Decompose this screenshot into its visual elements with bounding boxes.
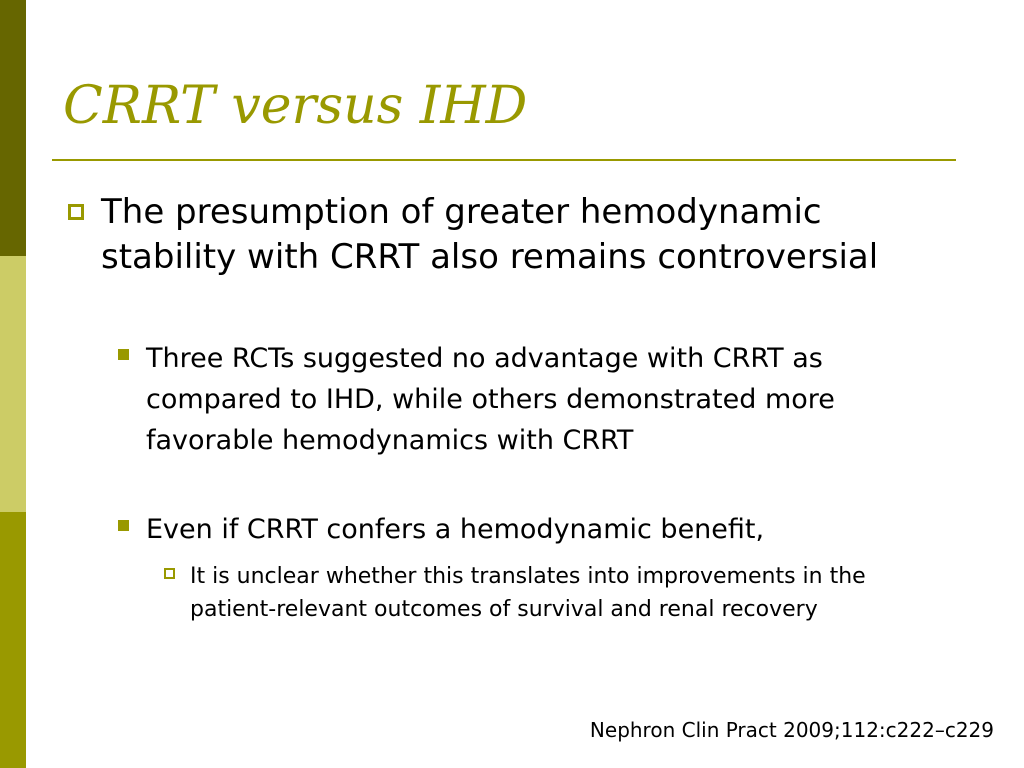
bullet-main-text: The presumption of greater hemodynamic stability with CRRT also remains controversial <box>101 192 879 277</box>
filled-square-bullet-icon <box>118 349 129 360</box>
side-bar-olive <box>0 512 26 768</box>
bullet-sub2-detail-text: It is unclear whether this translates into improvements in the patient-relevant outcomes of survival and renal recovery <box>190 564 866 622</box>
side-bar-dark <box>0 0 26 256</box>
hollow-square-bullet-icon <box>164 568 175 579</box>
citation: Nephron Clin Pract 2009;112:c222–c229 <box>589 718 994 742</box>
bullet-sub2-text: Even if CRRT confers a hemodynamic benefit, <box>146 514 765 545</box>
filled-square-bullet-icon <box>118 520 129 531</box>
slide-title: CRRT versus IHD <box>63 76 528 136</box>
title-divider <box>52 159 956 161</box>
side-bar-light <box>0 256 26 512</box>
hollow-square-bullet-icon <box>68 204 84 220</box>
bullet-sub1-text: Three RCTs suggested no advantage with CRRT as compared to IHD, while others demonstrated more favorable hemodynamics with CRRT <box>146 343 835 456</box>
